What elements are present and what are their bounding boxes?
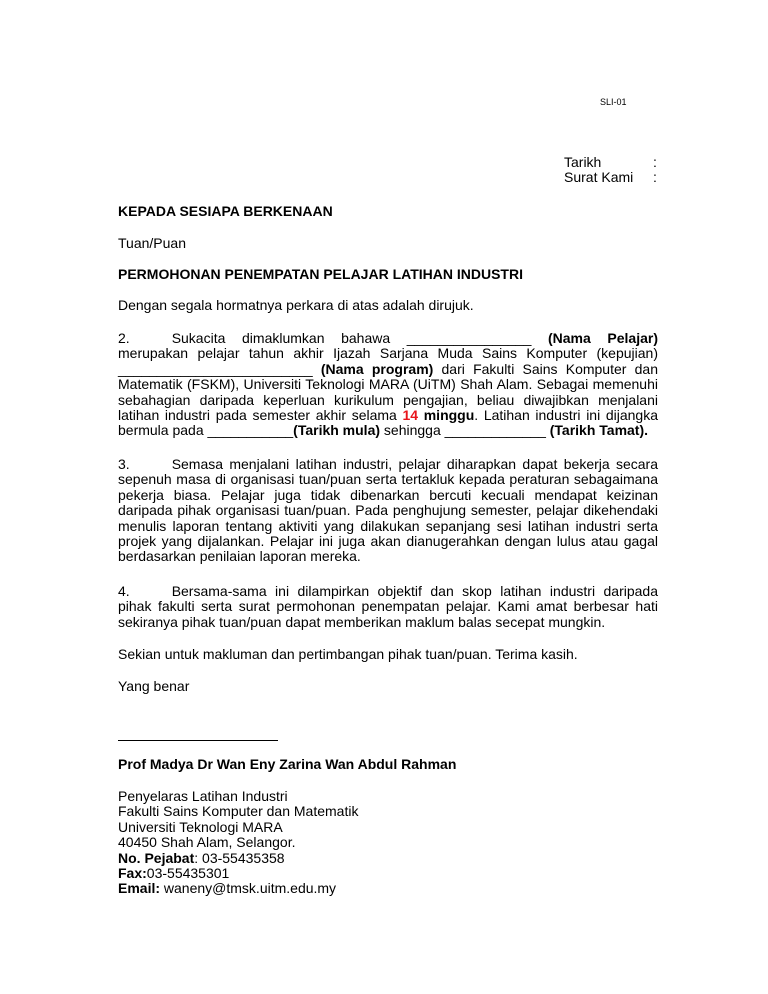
recipient-heading: KEPADA SESIAPA BERKENAAN [118, 203, 333, 219]
paragraph-4 [118, 584, 658, 630]
paragraph-2 [118, 331, 658, 439]
date-row [564, 155, 664, 170]
para3-number: 3. [118, 456, 130, 472]
tarikh-mula-label: (Tarikh mula) [293, 422, 381, 439]
date-colon: : [653, 154, 657, 170]
para2-text-2: merupakan pelajar tahun akhir Ijazah Sarjana Muda Sains Komputer (kepujian) _________________________ [118, 345, 658, 377]
fax-value: 03-55435301 [146, 865, 230, 882]
closing-line: Sekian untuk makluman dan pertimbangan pihak tuan/puan. Terima kasih. [118, 646, 578, 662]
tarikh-tamat-label: (Tarikh Tamat). [549, 422, 649, 439]
reference-code: SLI-01 [600, 97, 627, 107]
opening-line: Dengan segala hormatnya perkara di atas adalah dirujuk. [118, 297, 474, 313]
para4-number: 4. [118, 583, 130, 599]
para2-text-4: . Latihan industri ini dijangka bermula pada ___________ [118, 407, 659, 439]
our-ref-colon: : [653, 169, 657, 186]
email-value: waneny@tmsk.uitm.edu.my [160, 880, 337, 897]
signatory-name: Prof Madya Dr Wan Eny Zarina Wan Abdul Rahman [118, 756, 457, 772]
para2-number: 2. [118, 330, 130, 346]
signature-line [118, 740, 278, 741]
para2-text-1: Sukacita dimaklumkan bahawa ________________ [171, 330, 548, 346]
signatory-title: Penyelaras Latihan Industri [118, 788, 288, 804]
office-phone-value: : 03-55435358 [194, 849, 285, 866]
para3-text: Semasa menjalani latihan industri, pelajar diharapkan dapat bekerja secara sepenuh masa di organisasi tuan/puan serta tertakluk kepada peraturan sebagaimana pekerja biasa. Pelajar juga tidak dibenarkan bercuti kecuali mendapat keizinan daripada pihak organisasi tuan/puan. Pada penghujung semester, pelajar dikehendaki menulis laporan tentang aktiviti yang dilakukan sepanjang sesi latihan industri serta projek yang dijalankan. Pelajar ini juga akan dianugerahkan dengan lulus atau gagal berdasarkan penilaian laporan mereka. [118, 456, 658, 565]
para4-text: Bersama-sama ini dilampirkan objektif dan skop latihan industri daripada pihak fakulti serta surat permohonan penempatan pelajar. Kami amat berbesar hati sekiranya pihak tuan/puan dapat memberikan maklum balas secepat mungkin. [118, 583, 658, 630]
para2-text-3: dari Fakulti Sains Komputer dan Matematik (FSKM), Universiti Teknologi MARA (UiTM) Shah Alam. Sebagai memenuhi sebahagian daripada keperluan kurikulum pengajian, beliau diwajibkan menjalani latihan industri pada semester akhir selama [118, 360, 658, 424]
letter-meta [564, 155, 664, 186]
sign-off: Yang benar [118, 678, 190, 694]
nama-program-label: (Nama program) [320, 360, 434, 377]
weeks-label: minggu [418, 407, 475, 424]
date-label: Tarikh [564, 154, 602, 170]
office-phone-label: No. Pejabat [118, 849, 195, 866]
our-ref-label: Surat Kami [564, 169, 634, 186]
para2-text-5: sehingga _____________ [380, 422, 550, 439]
office-phone-row [118, 851, 658, 866]
email-row [118, 881, 658, 896]
paragraph-3 [118, 457, 658, 565]
signatory-faculty: Fakulti Sains Komputer dan Matematik [118, 803, 359, 820]
our-ref-row [564, 170, 664, 185]
email-label: Email: [118, 880, 161, 897]
signatory-details [118, 789, 658, 897]
signatory-address: 40450 Shah Alam, Selangor. [118, 834, 296, 851]
weeks-number: 14 [402, 407, 419, 424]
fax-row [118, 866, 658, 881]
fax-label: Fax: [118, 865, 147, 882]
nama-pelajar-label: (Nama Pelajar) [547, 330, 658, 346]
signatory-university: Universiti Teknologi MARA [118, 818, 283, 835]
salutation: Tuan/Puan [118, 235, 186, 251]
subject-heading: PERMOHONAN PENEMPATAN PELAJAR LATIHAN INDUSTRI [118, 266, 523, 282]
